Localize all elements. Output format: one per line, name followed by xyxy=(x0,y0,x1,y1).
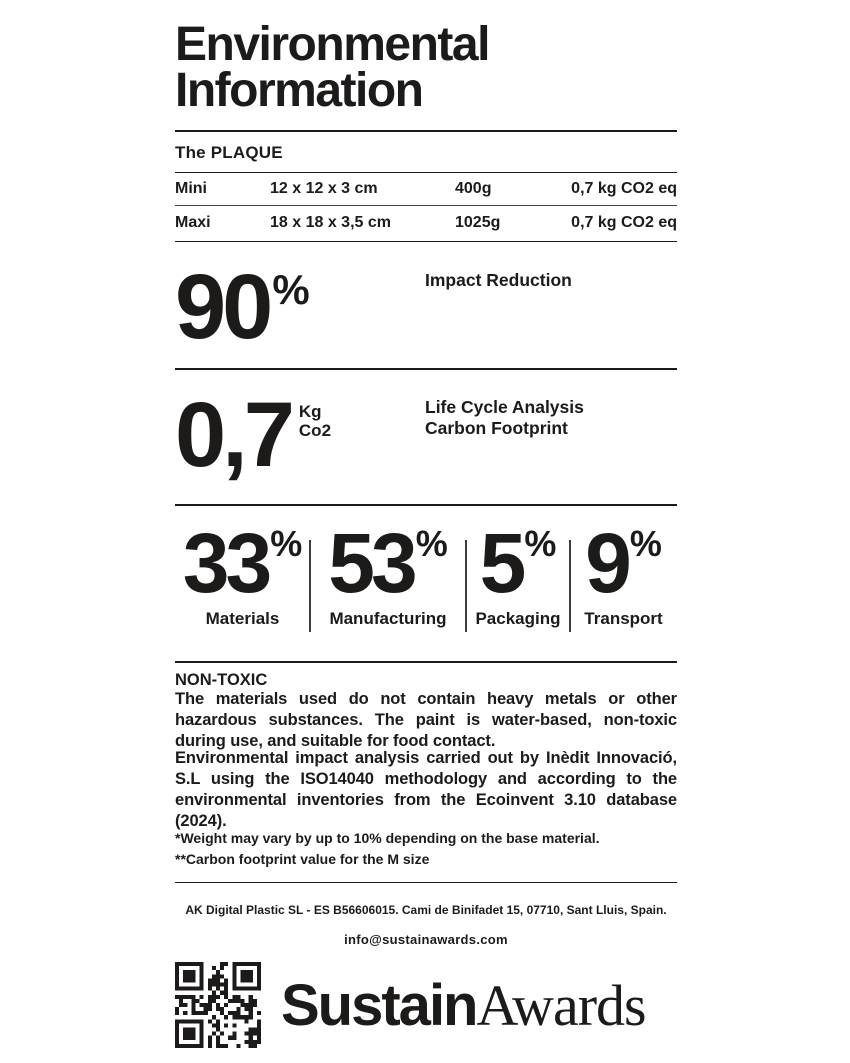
percent-sign: % xyxy=(629,523,662,564)
carbon-footprint-stat xyxy=(175,384,332,486)
breakdown-column-materials xyxy=(175,516,310,629)
unit-kg: Kg xyxy=(298,402,322,421)
weight-cell: 400g xyxy=(455,180,492,197)
breakdown-divider xyxy=(465,540,467,632)
table-rule-middle xyxy=(175,205,677,206)
table-row xyxy=(175,214,677,232)
percent-sign: % xyxy=(415,523,448,564)
impact-breakdown xyxy=(175,516,677,629)
brand-awards: Awards xyxy=(476,972,646,1038)
weight-cell: 1025g xyxy=(455,214,501,231)
carbon-footprint-label-line1: Life Cycle Analysis xyxy=(425,397,584,417)
page-title xyxy=(175,18,489,117)
carbon-footprint-value: 0,7 xyxy=(175,384,291,486)
non-toxic-body: The materials used do not contain heavy metals or other hazardous substances. The paint is water-based, non-toxic during use, and suitable for food contact. xyxy=(175,690,677,750)
divider-footer xyxy=(175,882,677,883)
carbon-footprint-label xyxy=(425,397,584,439)
carbon-footprint-unit xyxy=(299,402,331,440)
brand-sustain: Sustain xyxy=(281,972,477,1038)
percent-sign: % xyxy=(270,523,303,564)
breakdown-value: 9 xyxy=(585,516,628,610)
table-row xyxy=(175,180,677,198)
percent-sign: % xyxy=(524,523,557,564)
footer-company-line: AK Digital Plastic SL - ES B56606015. Cami de Binifadet 15, 07710, Sant Lluis, Spain. xyxy=(185,903,667,917)
breakdown-value: 5 xyxy=(479,516,523,610)
breakdown-divider xyxy=(309,540,311,632)
breakdown-label: Manufacturing xyxy=(329,609,447,628)
co2-cell: 0,7 kg CO2 eq xyxy=(571,180,677,197)
qr-code xyxy=(175,962,261,1048)
breakdown-column-manufacturing xyxy=(310,516,466,629)
divider xyxy=(175,504,677,506)
dimensions-cell: 12 x 12 x 3 cm xyxy=(270,180,378,197)
breakdown-stat xyxy=(585,516,662,610)
unit-co2: Co2 xyxy=(298,421,332,440)
impact-reduction-stat xyxy=(175,256,310,358)
breakdown-stat xyxy=(479,516,557,610)
brand-logo xyxy=(281,961,646,1049)
table-rule-bottom xyxy=(175,241,677,242)
environmental-info-sheet xyxy=(175,0,677,1063)
breakdown-value: 53 xyxy=(328,516,414,610)
table-rule-top xyxy=(175,172,677,173)
breakdown-label: Materials xyxy=(205,609,280,628)
breakdown-value: 33 xyxy=(182,516,269,610)
percent-sign: % xyxy=(272,266,310,313)
divider xyxy=(175,661,677,663)
footer-email: info@sustainawards.com xyxy=(344,932,508,947)
product-name-cell: Mini xyxy=(175,180,207,197)
product-table-title: The PLAQUE xyxy=(175,143,283,162)
divider xyxy=(175,368,677,370)
dimensions-cell: 18 x 18 x 3,5 cm xyxy=(270,214,391,231)
breakdown-column-transport xyxy=(570,516,677,629)
carbon-footprint-label-line2: Carbon Footprint xyxy=(425,418,568,438)
page-title-line1: Environmental xyxy=(175,18,489,71)
divider-under-title xyxy=(175,130,677,132)
impact-reduction-value: 90 xyxy=(175,256,270,358)
page-title-line2: Information xyxy=(175,64,423,117)
product-name-cell: Maxi xyxy=(175,214,211,231)
footnote-footprint: **Carbon footprint value for the M size xyxy=(175,851,430,867)
breakdown-column-packaging xyxy=(466,516,570,629)
methodology-body: Environmental impact analysis carried out by Inèdit Innovació, S.L using the ISO14040 methodology and according to the environmental inventories from the Ecoinvent 3.10 database (2024). xyxy=(175,749,677,830)
breakdown-stat xyxy=(328,516,448,610)
footnote-weight: *Weight may vary by up to 10% depending on the base material. xyxy=(175,830,600,846)
breakdown-label: Packaging xyxy=(475,609,561,628)
co2-cell: 0,7 kg CO2 eq xyxy=(571,214,677,231)
breakdown-label: Transport xyxy=(584,609,663,628)
non-toxic-heading: NON-TOXIC xyxy=(175,671,268,689)
impact-reduction-label: Impact Reduction xyxy=(425,270,572,290)
breakdown-divider xyxy=(569,540,571,632)
breakdown-stat xyxy=(182,516,303,610)
